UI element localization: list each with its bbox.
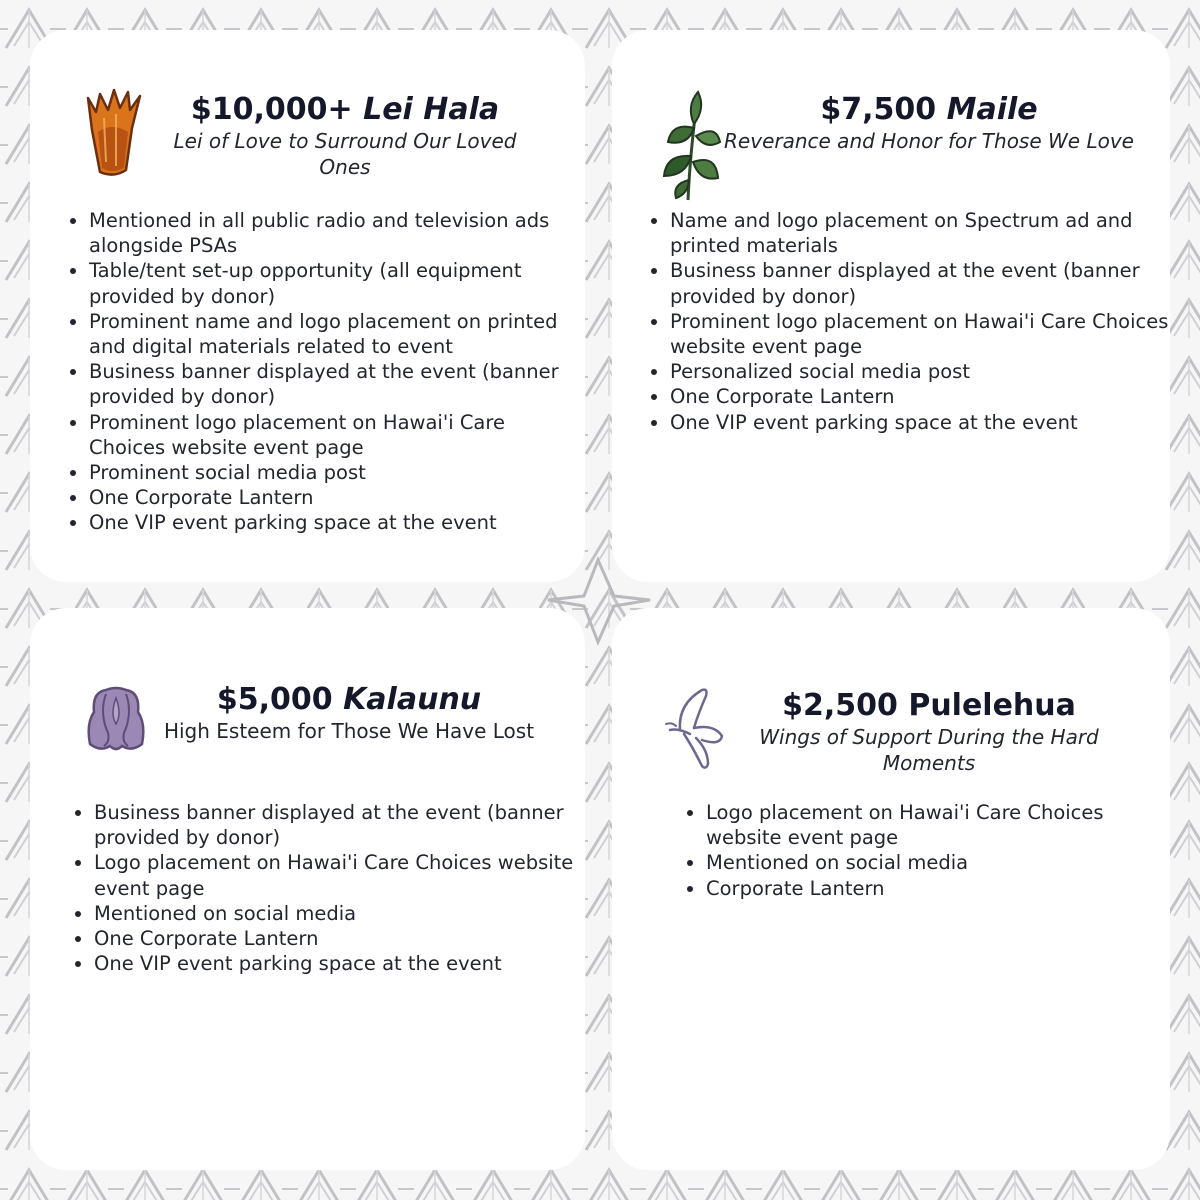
list-item: • Business banner displayed at the event (banner provided by donor)	[94, 800, 584, 850]
list-item: • Mentioned in all public radio and television ads alongside PSAs	[89, 208, 579, 258]
tier-title	[724, 92, 1134, 128]
tier-name: Maile	[946, 92, 1038, 127]
tier-amount: $2,500	[782, 688, 898, 723]
benefits-list	[67, 208, 579, 536]
list-item: • Personalized social media post	[670, 359, 1170, 384]
tier-subtitle: Wings of Support During the Hard Moments	[759, 725, 1099, 775]
tier-card-kalaunu	[30, 608, 585, 1170]
tier-subtitle: Lei of Love to Surround Our Loved Ones	[173, 129, 517, 179]
list-item: • Business banner displayed at the event (banner provided by donor)	[670, 258, 1170, 308]
tier-heading	[724, 92, 1134, 154]
list-item: • Logo placement on Hawai'i Care Choices website event page	[706, 800, 1166, 850]
list-item: • One VIP event parking space at the event	[89, 510, 579, 535]
tier-card-lei-hala	[30, 30, 585, 582]
tier-title	[154, 682, 544, 718]
tier-subtitle: Reverance and Honor for Those We Love	[724, 129, 1134, 153]
list-item: • One Corporate Lantern	[94, 926, 584, 951]
tier-subtitle: High Esteem for Those We Have Lost	[163, 719, 535, 743]
hala-fruit-icon	[82, 88, 144, 180]
list-item: • One Corporate Lantern	[670, 384, 1170, 409]
benefits-list	[72, 800, 584, 976]
tier-title	[724, 688, 1134, 724]
list-item: • Table/tent set-up opportunity (all equipment provided by donor)	[89, 258, 579, 308]
list-item: • Prominent social media post	[89, 460, 579, 485]
tier-amount: $5,000	[216, 682, 333, 717]
list-item: • Business banner displayed at the event (banner provided by donor)	[89, 359, 579, 409]
list-item: • One VIP event parking space at the event	[670, 410, 1170, 435]
tier-card-pulelehua	[612, 608, 1170, 1170]
list-item: • Mentioned on social media	[706, 850, 1166, 875]
tier-heading	[724, 688, 1134, 776]
list-item: • Logo placement on Hawai'i Care Choices website event page	[94, 850, 584, 900]
tier-heading	[154, 682, 544, 744]
maile-leaves-icon	[658, 84, 724, 202]
list-item: • Prominent logo placement on Hawai'i Care Choices website event page	[89, 410, 579, 460]
butterfly-icon	[662, 684, 726, 770]
list-item: • Corporate Lantern	[706, 876, 1166, 901]
tier-amount: $7,500	[820, 92, 937, 127]
crown-flower-icon	[82, 684, 150, 754]
tier-amount: $10,000+	[190, 92, 353, 127]
list-item: • Prominent logo placement on Hawai'i Care Choices website event page	[670, 309, 1170, 359]
list-item: • One VIP event parking space at the event	[94, 951, 584, 976]
list-item: • Name and logo placement on Spectrum ad and printed materials	[670, 208, 1170, 258]
tier-name: Lei Hala	[363, 92, 500, 127]
tier-heading	[140, 92, 550, 180]
tier-title	[140, 92, 550, 128]
list-item: • Mentioned on social media	[94, 901, 584, 926]
tier-name: Kalaunu	[343, 682, 482, 717]
list-item: • One Corporate Lantern	[89, 485, 579, 510]
tier-name: Pulelehua	[908, 688, 1076, 723]
benefits-list	[684, 800, 1166, 901]
benefits-list	[648, 208, 1170, 435]
list-item: • Prominent name and logo placement on printed and digital materials related to event	[89, 309, 579, 359]
tier-card-maile	[612, 30, 1170, 582]
